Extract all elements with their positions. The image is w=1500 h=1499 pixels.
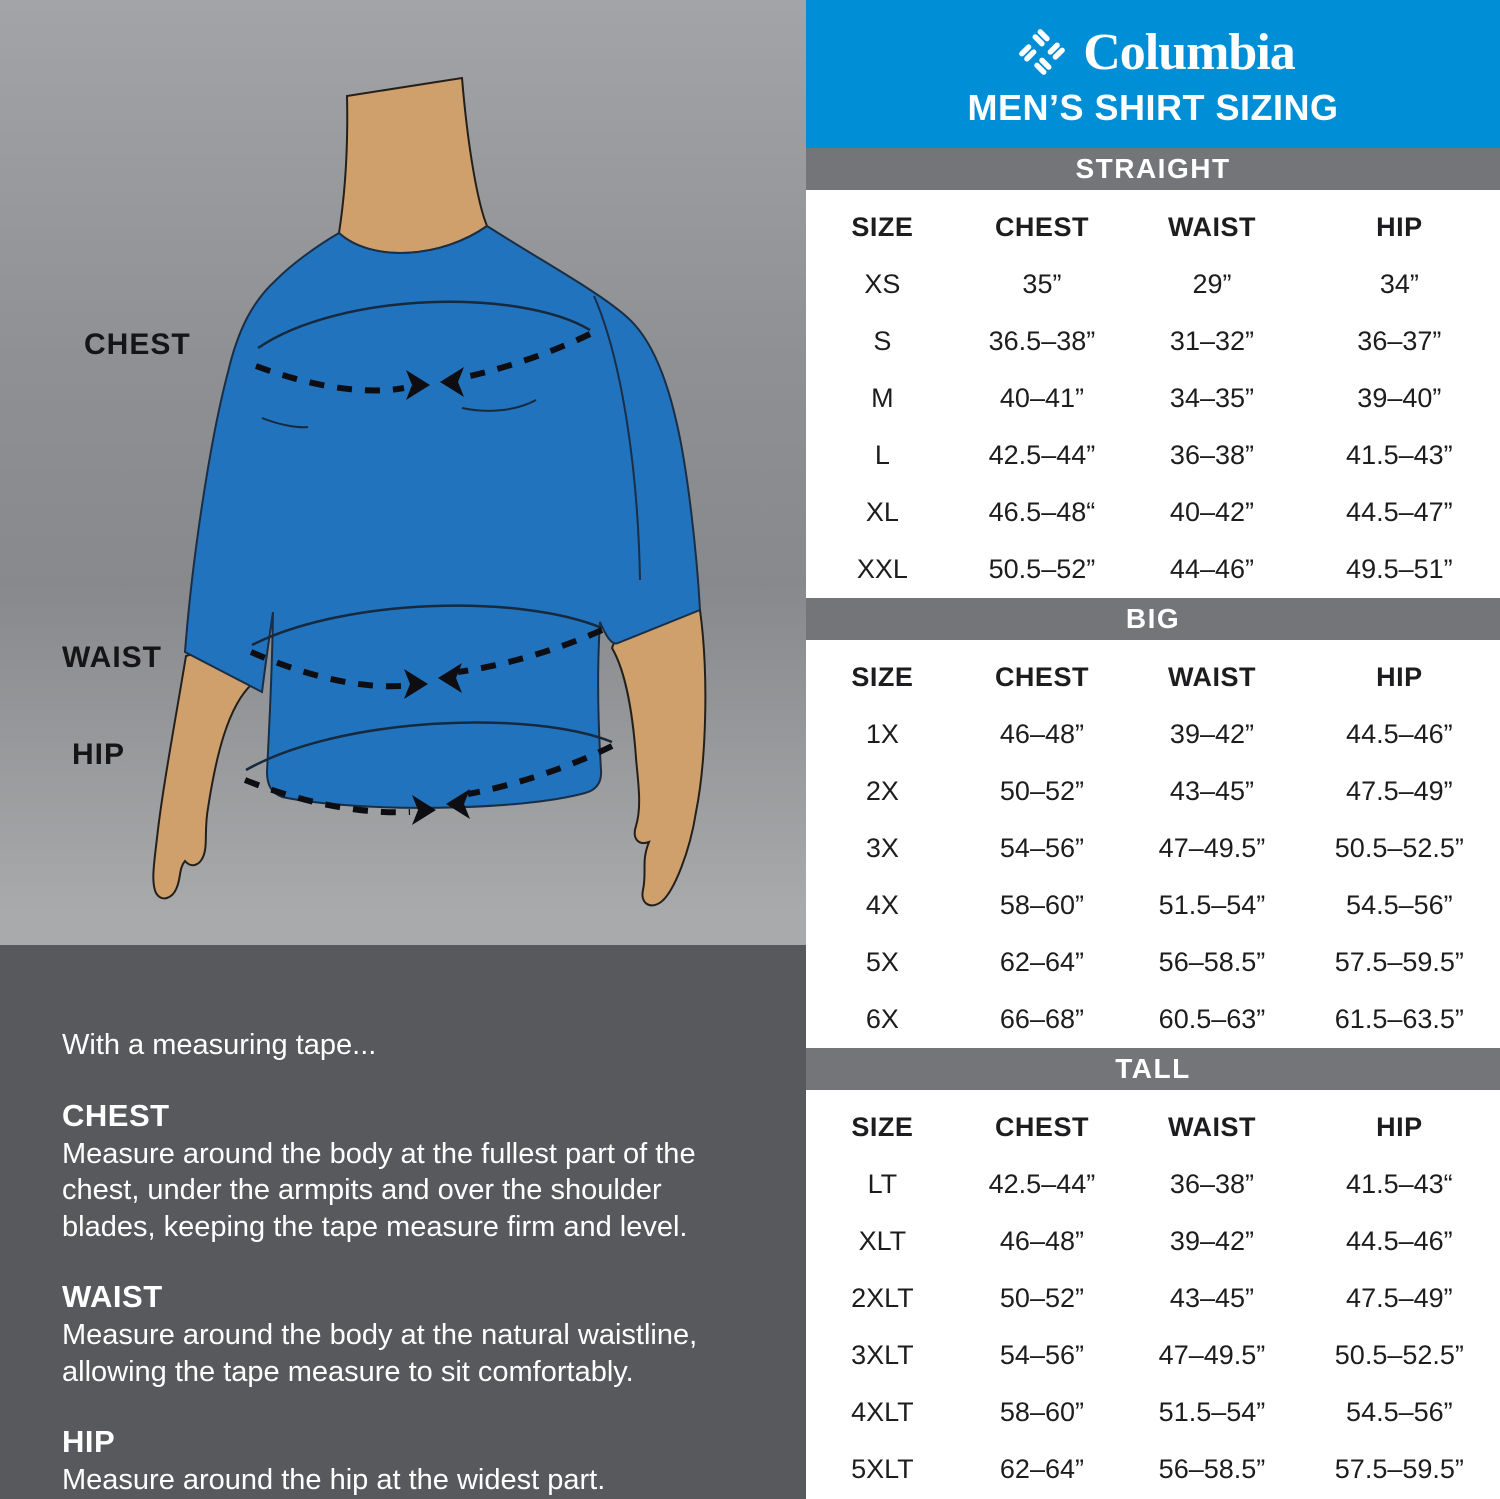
cell-hip: 44.5–46” bbox=[1346, 719, 1453, 749]
man-in-tshirt-figure bbox=[0, 0, 806, 962]
cell-chest: 35” bbox=[1022, 269, 1062, 299]
waist-instruction-text: Measure around the body at the natural waistline, allowing the tape measure to sit comfortably. bbox=[62, 1319, 698, 1388]
tall-section-header: TALL bbox=[806, 1048, 1500, 1090]
cell-chest: 54–56” bbox=[999, 833, 1084, 863]
cell-hip: 34” bbox=[1379, 269, 1419, 299]
cell-waist: 36–38” bbox=[1169, 440, 1254, 470]
col-header-waist: WAIST bbox=[1167, 662, 1256, 692]
measuring-instructions bbox=[0, 945, 806, 1499]
hip-figure-label: HIP bbox=[72, 738, 126, 771]
cell-chest: 42.5–44” bbox=[988, 1169, 1096, 1199]
cell-chest: 58–60” bbox=[999, 1397, 1084, 1427]
cell-size: XXL bbox=[856, 554, 908, 584]
cell-waist: 47–49.5” bbox=[1158, 1340, 1266, 1370]
cell-chest: 46–48” bbox=[999, 1226, 1084, 1256]
cell-waist: 36–38” bbox=[1169, 1169, 1254, 1199]
cell-size: LT bbox=[867, 1169, 898, 1199]
cell-size: XL bbox=[865, 497, 899, 527]
hip-instruction-heading: HIP bbox=[62, 1424, 116, 1460]
chest-instruction-heading: CHEST bbox=[62, 1097, 170, 1133]
cell-waist: 34–35” bbox=[1169, 383, 1254, 413]
big-size-table bbox=[806, 640, 1500, 1048]
cell-hip: 61.5–63.5” bbox=[1334, 1004, 1464, 1034]
shirt-measurement-illustration bbox=[0, 0, 806, 945]
straight-section-header: STRAIGHT bbox=[806, 148, 1500, 190]
cell-waist: 39–42” bbox=[1169, 1226, 1254, 1256]
tshirt-shape bbox=[185, 226, 700, 808]
cell-size: M bbox=[871, 383, 894, 413]
big-section bbox=[806, 598, 1500, 1048]
col-header-waist: WAIST bbox=[1167, 1112, 1256, 1142]
cell-hip: 57.5–59.5” bbox=[1334, 1454, 1464, 1484]
cell-size: L bbox=[874, 440, 890, 470]
hip-instruction-text: Measure around the hip at the widest part. bbox=[62, 1464, 606, 1497]
cell-hip: 49.5–51” bbox=[1346, 554, 1453, 584]
cell-size: 4X bbox=[865, 890, 899, 920]
straight-section bbox=[806, 148, 1500, 598]
cell-chest: 54–56” bbox=[999, 1340, 1084, 1370]
waist-instruction-heading: WAIST bbox=[62, 1279, 163, 1315]
cell-size: 2XLT bbox=[851, 1283, 914, 1313]
cell-chest: 46–48” bbox=[999, 719, 1084, 749]
instructions-intro: With a measuring tape... bbox=[62, 1029, 377, 1062]
cell-waist: 39–42” bbox=[1169, 719, 1254, 749]
chest-figure-label: CHEST bbox=[84, 328, 191, 361]
cell-waist: 29” bbox=[1192, 269, 1232, 299]
col-header-chest: CHEST bbox=[994, 662, 1089, 692]
cell-hip: 50.5–52.5” bbox=[1334, 1340, 1464, 1370]
cell-chest: 62–64” bbox=[999, 1454, 1084, 1484]
cell-waist: 43–45” bbox=[1169, 776, 1254, 806]
cell-size: XLT bbox=[858, 1226, 907, 1256]
columbia-gem-icon bbox=[1011, 21, 1073, 83]
cell-hip: 39–40” bbox=[1357, 383, 1442, 413]
cell-hip: 57.5–59.5” bbox=[1334, 947, 1464, 977]
cell-hip: 41.5–43“ bbox=[1346, 1169, 1453, 1199]
cell-chest: 42.5–44” bbox=[988, 440, 1096, 470]
brand-header bbox=[806, 0, 1500, 148]
cell-hip: 36–37” bbox=[1357, 326, 1442, 356]
cell-size: 3XLT bbox=[851, 1340, 914, 1370]
straight-size-table bbox=[806, 190, 1500, 598]
cell-size: 5XLT bbox=[851, 1454, 914, 1484]
cell-hip: 47.5–49” bbox=[1346, 1283, 1453, 1313]
cell-waist: 40–42” bbox=[1169, 497, 1254, 527]
cell-size: 6X bbox=[865, 1004, 899, 1034]
cell-chest: 40–41” bbox=[999, 383, 1084, 413]
cell-size: 5X bbox=[865, 947, 899, 977]
cell-size: 4XLT bbox=[851, 1397, 914, 1427]
cell-chest: 46.5–48“ bbox=[988, 497, 1096, 527]
cell-hip: 44.5–46” bbox=[1346, 1226, 1453, 1256]
cell-chest: 50.5–52” bbox=[988, 554, 1096, 584]
col-header-waist: WAIST bbox=[1167, 212, 1256, 242]
brand-wordmark: Columbia bbox=[1083, 23, 1295, 81]
cell-waist: 56–58.5” bbox=[1158, 1454, 1266, 1484]
cell-size: 2X bbox=[865, 776, 899, 806]
cell-waist: 56–58.5” bbox=[1158, 947, 1266, 977]
cell-size: 3X bbox=[865, 833, 899, 863]
cell-chest: 62–64” bbox=[999, 947, 1084, 977]
cell-hip: 54.5–56” bbox=[1346, 890, 1453, 920]
cell-hip: 44.5–47” bbox=[1346, 497, 1453, 527]
col-header-chest: CHEST bbox=[994, 1112, 1089, 1142]
big-section-header: BIG bbox=[806, 598, 1500, 640]
col-header-hip: HIP bbox=[1376, 212, 1423, 242]
right-arm bbox=[612, 606, 705, 905]
cell-hip: 47.5–49” bbox=[1346, 776, 1453, 806]
cell-size: 1X bbox=[865, 719, 899, 749]
page-title: MEN’S SHIRT SIZING bbox=[967, 87, 1339, 128]
col-header-hip: HIP bbox=[1376, 662, 1423, 692]
cell-size: S bbox=[873, 326, 892, 356]
cell-hip: 50.5–52.5” bbox=[1334, 833, 1464, 863]
tall-size-table bbox=[806, 1090, 1500, 1498]
waist-figure-label: WAIST bbox=[62, 641, 162, 674]
cell-waist: 47–49.5” bbox=[1158, 833, 1266, 863]
cell-size: XS bbox=[864, 269, 901, 299]
cell-chest: 50–52” bbox=[999, 1283, 1084, 1313]
sizing-chart-panel bbox=[806, 0, 1500, 1499]
cell-chest: 66–68” bbox=[999, 1004, 1084, 1034]
cell-waist: 51.5–54” bbox=[1158, 1397, 1266, 1427]
tall-section bbox=[806, 1048, 1500, 1498]
cell-chest: 50–52” bbox=[999, 776, 1084, 806]
cell-waist: 44–46” bbox=[1169, 554, 1254, 584]
col-header-size: SIZE bbox=[851, 1112, 914, 1142]
cell-waist: 31–32” bbox=[1169, 326, 1254, 356]
col-header-hip: HIP bbox=[1376, 1112, 1423, 1142]
cell-waist: 60.5–63” bbox=[1158, 1004, 1266, 1034]
col-header-size: SIZE bbox=[851, 662, 914, 692]
cell-hip: 41.5–43” bbox=[1346, 440, 1453, 470]
cell-waist: 51.5–54” bbox=[1158, 890, 1266, 920]
col-header-chest: CHEST bbox=[994, 212, 1089, 242]
chest-instruction-text: Measure around the body at the fullest part of the chest, under the armpits and over the shoulder blades, keeping the tape measure firm and level. bbox=[62, 1137, 696, 1243]
cell-chest: 58–60” bbox=[999, 890, 1084, 920]
brand-logo-row bbox=[1011, 21, 1295, 83]
col-header-size: SIZE bbox=[851, 212, 914, 242]
cell-waist: 43–45” bbox=[1169, 1283, 1254, 1313]
cell-hip: 54.5–56” bbox=[1346, 1397, 1453, 1427]
neck-skin bbox=[339, 78, 487, 253]
cell-chest: 36.5–38” bbox=[988, 326, 1096, 356]
